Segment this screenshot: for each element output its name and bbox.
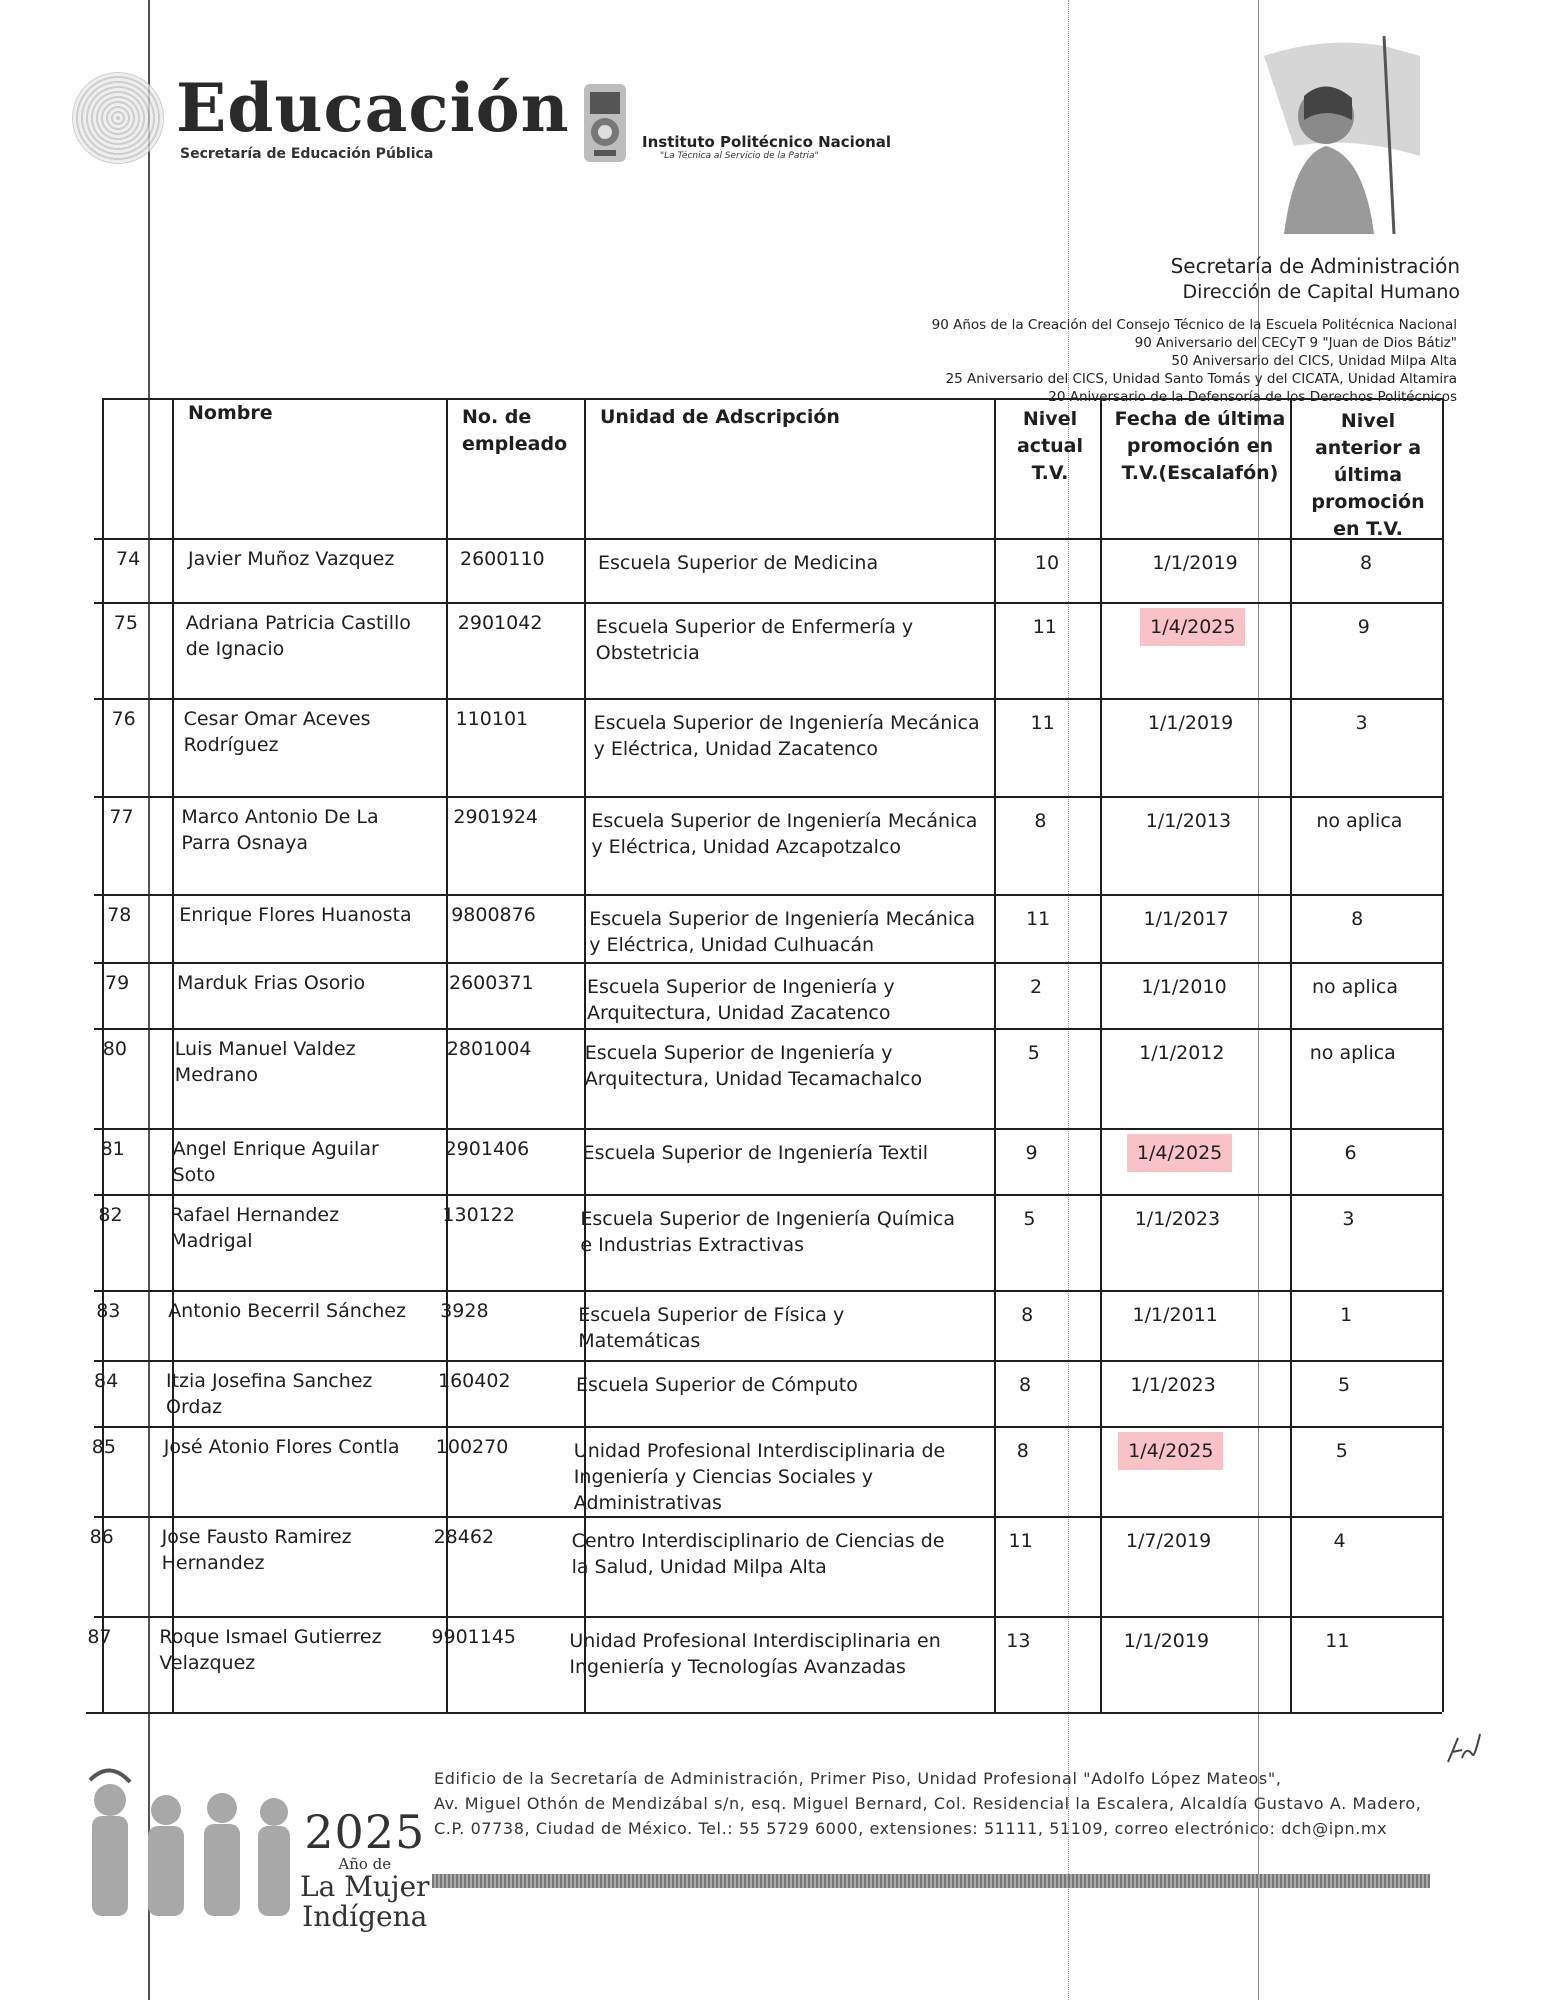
ipn-name: Instituto Politécnico Nacional xyxy=(642,133,892,151)
highlighted-date: 1/4/2025 xyxy=(1127,1134,1232,1172)
cell-anterior: 9 xyxy=(1357,616,1370,638)
cell-anterior: 3 xyxy=(1342,1208,1355,1230)
cell-empleado: 160402 xyxy=(438,1370,511,1392)
year-line-2: Indígena xyxy=(302,1900,428,1933)
cell-num: 74 xyxy=(116,548,141,570)
row-separator xyxy=(94,894,1442,896)
cell-nivel: 5 xyxy=(1027,1042,1040,1064)
cell-nivel: 8 xyxy=(1034,810,1047,832)
cell-nivel: 8 xyxy=(1021,1304,1034,1326)
cell-fecha: 1/1/2019 xyxy=(1123,1630,1210,1652)
header-nivel: Nivel actual T.V. xyxy=(1016,408,1084,484)
cell-empleado: 2901406 xyxy=(444,1138,530,1160)
cell-nivel: 2 xyxy=(1029,976,1043,998)
header-unidad: Unidad de Adscripción xyxy=(600,406,840,428)
admin-direccion: Dirección de Capital Humano xyxy=(1182,281,1460,303)
cell-empleado: 100270 xyxy=(435,1436,509,1458)
cell-unidad: Escuela Superior de Ingeniería Mecánica y Eléctrica, Unidad Zacatenco xyxy=(593,712,980,760)
cell-anterior: 3 xyxy=(1355,712,1368,734)
woman-flag-illustration-icon xyxy=(1234,36,1420,234)
header-anterior: Nivel anterior a última promoción en T.V. xyxy=(1311,410,1425,540)
cell-num: 76 xyxy=(111,708,136,730)
cell-nivel: 5 xyxy=(1023,1208,1036,1230)
table-border-top xyxy=(102,398,1442,400)
row-separator xyxy=(94,1426,1442,1428)
cell-fecha: 1/7/2019 xyxy=(1125,1530,1212,1552)
cell-nivel: 9 xyxy=(1025,1142,1038,1164)
cell-unidad: Escuela Superior de Cómputo xyxy=(576,1374,858,1396)
year-logo xyxy=(300,1805,430,1933)
cell-anterior: 8 xyxy=(1351,908,1364,930)
cell-empleado: 2801004 xyxy=(446,1038,532,1060)
cell-num: 78 xyxy=(107,904,132,926)
anniversary-line: 20 Aniversario de la Defensoría de los Derechos Politécnicos xyxy=(1048,389,1457,405)
cell-nombre: Rafael Hernandez Madrigal xyxy=(170,1204,340,1252)
cell-nivel: 11 xyxy=(1032,616,1057,638)
mexican-seal-icon xyxy=(72,72,164,164)
row-separator xyxy=(94,1516,1442,1518)
cell-unidad: Unidad Profesional Interdisciplinaria en Ingeniería y Tecnologías Avanzadas xyxy=(569,1630,941,1678)
year-line-1: La Mujer xyxy=(300,1870,430,1903)
row-separator xyxy=(94,538,1442,540)
anniversaries xyxy=(932,316,1457,406)
cell-fecha xyxy=(1076,1438,1266,1464)
address-line: Av. Miguel Othón de Mendizábal s/n, esq. Miguel Bernard, Col. Residencial la Escalera, Alcaldía Gustavo A. Madero, xyxy=(434,1794,1422,1813)
cell-unidad: Centro Interdisciplinario de Ciencias de la Salud, Unidad Milpa Alta xyxy=(571,1530,945,1578)
admin-heading xyxy=(1171,254,1460,303)
cell-nombre: Jose Fausto Ramirez Hernandez xyxy=(161,1526,352,1574)
table-border-bottom xyxy=(86,1712,1442,1714)
cell-empleado: 28462 xyxy=(433,1526,495,1548)
cell-num: 87 xyxy=(87,1626,112,1648)
row-separator xyxy=(94,796,1442,798)
address-line: Edificio de la Secretaría de Administración, Primer Piso, Unidad Profesional "Adolfo López Mateos", xyxy=(434,1769,1282,1788)
brand-subtitle: Secretaría de Educación Pública xyxy=(180,146,434,162)
cell-nivel: 10 xyxy=(1034,552,1060,574)
cell-nombre: Adriana Patricia Castillo de Ignacio xyxy=(185,612,411,660)
cell-fecha: 1/1/2017 xyxy=(1143,908,1229,930)
row-separator xyxy=(94,962,1442,964)
cell-nombre: Roque Ismael Gutierrez Velazquez xyxy=(159,1626,382,1674)
scan-line xyxy=(1068,0,1069,2000)
cell-empleado: 110101 xyxy=(455,708,529,730)
cell-unidad: Escuela Superior de Medicina xyxy=(598,552,879,574)
highlighted-date: 1/4/2025 xyxy=(1118,1432,1223,1470)
row-separator xyxy=(94,1290,1442,1292)
row-separator xyxy=(94,1616,1442,1618)
handwritten-initials-icon xyxy=(1444,1728,1484,1768)
header-fecha: Fecha de última promoción en T.V.(Escalafón) xyxy=(1114,408,1286,484)
cell-fecha xyxy=(1085,1140,1275,1166)
cell-fecha: 1/1/2010 xyxy=(1141,976,1227,998)
cell-fecha: 1/1/2019 xyxy=(1152,552,1238,574)
cell-empleado: 2600110 xyxy=(460,548,545,570)
cell-anterior: no aplica xyxy=(1311,976,1399,998)
cell-num: 85 xyxy=(91,1436,116,1458)
cell-nombre: Javier Muñoz Vazquez xyxy=(188,548,395,570)
cell-empleado: 2901042 xyxy=(457,612,543,634)
cell-num: 82 xyxy=(98,1204,123,1226)
cell-unidad: Escuela Superior de Ingeniería Mecánica y Eléctrica, Unidad Culhuacán xyxy=(589,908,976,956)
row-separator xyxy=(94,1194,1442,1196)
cell-unidad: Escuela Superior de Ingeniería y Arquitectura, Unidad Tecamachalco xyxy=(584,1042,923,1090)
cell-anterior: 11 xyxy=(1325,1630,1350,1652)
cell-unidad: Escuela Superior de Ingeniería Química e Industrias Extractivas xyxy=(580,1208,955,1256)
cell-nombre: Luis Manuel Valdez Medrano xyxy=(174,1038,356,1086)
column-separator xyxy=(172,398,174,1712)
cell-empleado: 130122 xyxy=(442,1204,515,1226)
cell-num: 83 xyxy=(96,1300,121,1322)
cell-fecha: 1/1/2013 xyxy=(1145,810,1232,832)
cell-num: 77 xyxy=(109,806,134,828)
cell-nombre: Enrique Flores Huanosta xyxy=(179,904,412,926)
cell-empleado: 2901924 xyxy=(453,806,539,828)
row-separator xyxy=(94,1360,1442,1362)
cell-num: 75 xyxy=(113,612,138,634)
cell-nivel: 8 xyxy=(1016,1440,1029,1462)
cell-anterior: 4 xyxy=(1333,1530,1346,1552)
cell-nombre: Marco Antonio De La Parra Osnaya xyxy=(181,806,379,854)
cell-unidad: Escuela Superior de Ingeniería Textil xyxy=(582,1142,929,1164)
footer-bar xyxy=(432,1874,1430,1888)
cell-fecha: 1/1/2019 xyxy=(1147,712,1234,734)
cell-fecha: 1/1/2023 xyxy=(1134,1208,1221,1230)
row-separator xyxy=(94,1128,1442,1130)
year-number: 2025 xyxy=(304,1805,426,1859)
cell-fecha xyxy=(1098,614,1288,640)
anniversary-line: 90 Años de la Creación del Consejo Técnico de la Escuela Politécnica Nacional xyxy=(931,317,1457,333)
highlighted-date: 1/4/2025 xyxy=(1140,608,1245,646)
cell-unidad: Escuela Superior de Física y Matemáticas xyxy=(578,1304,845,1352)
cell-nivel: 8 xyxy=(1018,1374,1032,1396)
cell-empleado: 9800876 xyxy=(451,904,536,926)
cell-fecha: 1/1/2012 xyxy=(1139,1042,1225,1064)
year-sub: Año de xyxy=(338,1855,392,1873)
cell-anterior: no aplica xyxy=(1309,1042,1396,1064)
cell-empleado: 9901145 xyxy=(431,1626,517,1648)
admin-secretaria: Secretaría de Administración xyxy=(1170,254,1460,278)
cell-anterior: 5 xyxy=(1335,1440,1348,1462)
cell-nombre: José Atonio Flores Contla xyxy=(163,1436,400,1458)
address-line: C.P. 07738, Ciudad de México. Tel.: 55 5729 6000, extensiones: 51111, 51109, correo electrónico: dch@ipn.mx xyxy=(434,1819,1388,1838)
scan-line xyxy=(148,0,150,2000)
cell-num: 84 xyxy=(94,1370,119,1392)
cell-nombre: Cesar Omar Aceves Rodríguez xyxy=(183,708,371,756)
cell-unidad: Escuela Superior de Ingeniería Mecánica y Eléctrica, Unidad Azcapotzalco xyxy=(591,810,978,858)
header-nombre: Nombre xyxy=(188,402,273,424)
cell-anterior: 8 xyxy=(1359,552,1373,574)
cell-nombre: Angel Enrique Aguilar Soto xyxy=(172,1138,379,1186)
cell-num: 79 xyxy=(105,972,130,994)
indigenous-women-illustration-icon xyxy=(80,1760,300,1920)
column-separator xyxy=(1442,398,1444,1712)
cell-anterior: 5 xyxy=(1337,1374,1351,1396)
cell-nivel: 13 xyxy=(1006,1630,1031,1652)
cell-unidad: Escuela Superior de Enfermería y Obstetricia xyxy=(595,616,914,664)
cell-fecha: 1/1/2011 xyxy=(1132,1304,1218,1326)
ipn-logo-icon xyxy=(580,82,630,164)
footer-address xyxy=(434,1766,1421,1841)
cell-nombre: Antonio Becerril Sánchez xyxy=(168,1300,406,1322)
row-separator xyxy=(94,698,1442,700)
cell-empleado: 2600371 xyxy=(449,972,534,994)
anniversary-line: 25 Aniversario del CICS, Unidad Santo Tomás y del CICATA, Unidad Altamira xyxy=(945,371,1457,387)
brand-title: Educación xyxy=(176,69,570,147)
cell-empleado: 3928 xyxy=(440,1300,489,1322)
cell-num: 80 xyxy=(102,1038,127,1060)
row-separator xyxy=(94,602,1442,604)
sep-brand xyxy=(176,70,570,162)
ipn-motto: "La Técnica al Servicio de la Patria" xyxy=(660,151,819,161)
cell-anterior: no aplica xyxy=(1316,810,1403,832)
header-empleado: No. de empleado xyxy=(462,406,568,455)
row-separator xyxy=(94,1028,1442,1030)
cell-nivel: 11 xyxy=(1026,908,1051,930)
cell-num: 86 xyxy=(89,1526,114,1548)
anniversary-line: 50 Aniversario del CICS, Unidad Milpa Alta xyxy=(1171,353,1457,369)
ipn-text xyxy=(642,133,891,161)
cell-nombre: Itzia Josefina Sanchez Ordaz xyxy=(166,1370,373,1418)
anniversary-line: 90 Aniversario del CECyT 9 "Juan de Dios Bátiz" xyxy=(1134,335,1457,351)
cell-unidad: Escuela Superior de Ingeniería y Arquitectura, Unidad Zacatenco xyxy=(587,976,895,1024)
cell-nivel: 11 xyxy=(1030,712,1055,734)
cell-fecha: 1/1/2023 xyxy=(1130,1374,1216,1396)
cell-num: 81 xyxy=(100,1138,125,1160)
cell-anterior: 1 xyxy=(1340,1304,1353,1326)
cell-anterior: 6 xyxy=(1344,1142,1357,1164)
cell-nombre: Marduk Frias Osorio xyxy=(177,972,366,994)
cell-nivel: 11 xyxy=(1008,1530,1033,1552)
cell-unidad: Unidad Profesional Interdisciplinaria de Ingeniería y Ciencias Sociales y Administrativas xyxy=(573,1440,946,1514)
